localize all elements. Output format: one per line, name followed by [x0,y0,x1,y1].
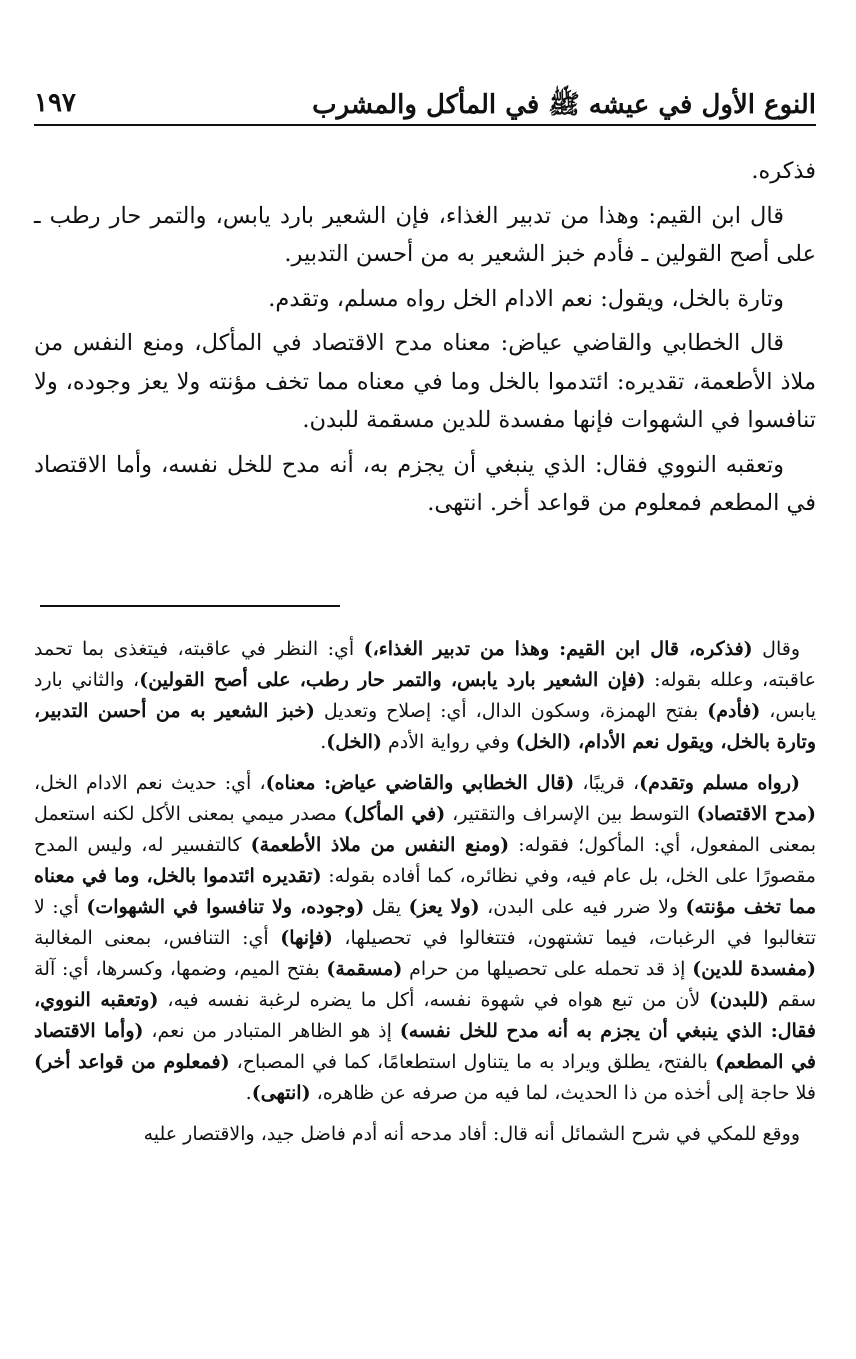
paragraph: وتعقبه النووي فقال: الذي ينبغي أن يجزم به، أنه مدح للخل نفسه، وأما الاقتصاد في المطعم فمعلوم من قواعد أخر. انتهى. [34,451,816,516]
quoted-text: (فإن الشعير بارد يابس، والتمر حار رطب، على أصح القولين) [139,669,646,691]
commentary [34,634,816,1160]
quoted-text: (فإنها) [280,927,333,949]
commentary-paragraph [34,1119,816,1150]
paragraph: قال ابن القيم: وهذا من تدبير الغذاء، فإن الشعير بارد يابس، والتمر حار رطب ـ على أصح القولين ـ فأدم خبز الشعير به من أحسن التدبير. [34,202,816,267]
paragraph: فذكره. [751,158,816,184]
quoted-text: (مسقمة) [326,958,403,980]
quoted-text: (وجوده، ولا تنافسوا في الشهوات) [86,896,365,918]
paragraph: وتارة بالخل، ويقول: نعم الادام الخل رواه مسلم، وتقدم. [268,285,784,312]
commentary-paragraph [34,634,816,758]
quoted-text: (تقديره ائتدموا بالخل، وما في معناه مما تخف مؤنته) [34,865,816,918]
commentary-text: كالتفسير له، وليس المدح مقصورًا على الخل، بل عام فيه، وفي نظائره، كما أفاده بقوله: [34,834,816,887]
commentary-text: أي: لا تتغالبوا في الرغبات، فيما تشتهون، فتتغالوا في تحصيلها، [34,896,816,949]
commentary-text: أي: التنافس، بمعنى المغالبة [34,927,281,949]
commentary-text: فلا حاجة إلى أخذه من ذا الحديث، لما فيه من صرفه عن ظاهره، [310,1082,816,1104]
commentary-text: ولا ضرر فيه على البدن، [479,896,686,918]
commentary-text: بفتح الميم، وضمها، وكسرها، أي: آلة سقم [34,958,817,1011]
commentary-paragraph [34,768,816,1109]
chapter-title: النوع الأول في عيشه ﷺ في المأكل والمشرب [312,90,816,120]
commentary-text: ، والثاني بارد يابس، [34,669,816,722]
commentary-text: أي: النظر في عاقبته، فيتغذى بما تحمد عاقبته، وعلله بقوله: [34,638,816,691]
paragraph: قال الخطابي والقاضي عياض: معناه مدح الاقتصاد في المأكل، ومنع النفس من ملاذ الأطعمة، تقديره: ائتدموا بالخل وما في معناه مما تخف مؤنته ولا يعز وجوده، ولا تنافسوا في الشهوات فإنها مفسدة للدين مسقمة للبدن. [34,330,816,433]
quoted-text: (ومنع النفس من ملاذ الأطعمة) [250,834,510,856]
commentary-text: إذ قد تحمله على تحصيلها من حرام [402,958,693,980]
quoted-text: (مدح الاقتصاد) [696,803,817,825]
main-text [34,152,816,529]
commentary-text: التوسط بين الإسراف والتقتير، [445,803,697,825]
commentary-text: ، أي: حديث نعم الادام الخل، [34,772,266,794]
quoted-text: (الخل) [326,731,382,753]
quoted-text: (في المأكل) [343,803,446,825]
commentary-text: وفي رواية الأدم [381,731,516,753]
footnote-divider [40,605,340,607]
commentary-text: لأن من تبع هواه في شهوة نفسه، أكل ما يضره لرغبة نفسه فيه، [158,989,710,1011]
commentary-text: إذ هو الظاهر المتبادر من نعم، [143,1020,400,1042]
quoted-text: (وأما الاقتصاد في المطعم) [34,1020,816,1073]
quoted-text: (فأدم) [707,700,761,722]
commentary-text: بالفتح، يطلق ويراد به ما يتناول استطعامًا، كما في المصباح، [229,1051,716,1073]
quoted-text: (للبدن) [709,989,769,1011]
quoted-text: (فذكره، قال ابن القيم: وهذا من تدبير الغذاء،) [363,638,753,660]
commentary-text: وقال [752,638,800,660]
quoted-text: (وتعقبه النووي، فقال: الذي ينبغي أن يجزم به أنه مدح للخل نفسه) [34,989,816,1042]
commentary-text: ، قريبًا، [574,772,640,794]
quoted-text: (رواه مسلم وتقدم) [639,772,800,794]
commentary-text: ووقع للمكي في شرح الشمائل أنه قال: أفاد مدحه أنه أدم فاضل جيد، والاقتصار عليه [143,1123,800,1145]
quoted-text: (مفسدة للدين) [692,958,816,980]
quoted-text: (قال الخطابي والقاضي عياض: معناه) [265,772,575,794]
quoted-text: (خبز الشعير به من أحسن التدبير، وتارة بالخل، ويقول نعم الأدام، (الخل) [34,700,816,753]
quoted-text: (ولا يعز) [408,896,480,918]
quoted-text: (فمعلوم من قواعد أخر) [34,1051,230,1073]
running-header [34,84,816,126]
commentary-text: . [320,731,327,753]
page-number: ١٩٧ [34,88,76,118]
commentary-text: يقل [364,896,409,918]
commentary-text: مصدر ميمي بمعنى الأكل لكنه استعمل بمعنى المفعول، أي: المأكول؛ فقوله: [34,803,816,856]
commentary-text: بفتح الهمزة، وسكون الدال، أي: إصلاح وتعديل [314,700,708,722]
quoted-text: (انتهى) [251,1082,311,1104]
commentary-text: . [245,1082,252,1104]
